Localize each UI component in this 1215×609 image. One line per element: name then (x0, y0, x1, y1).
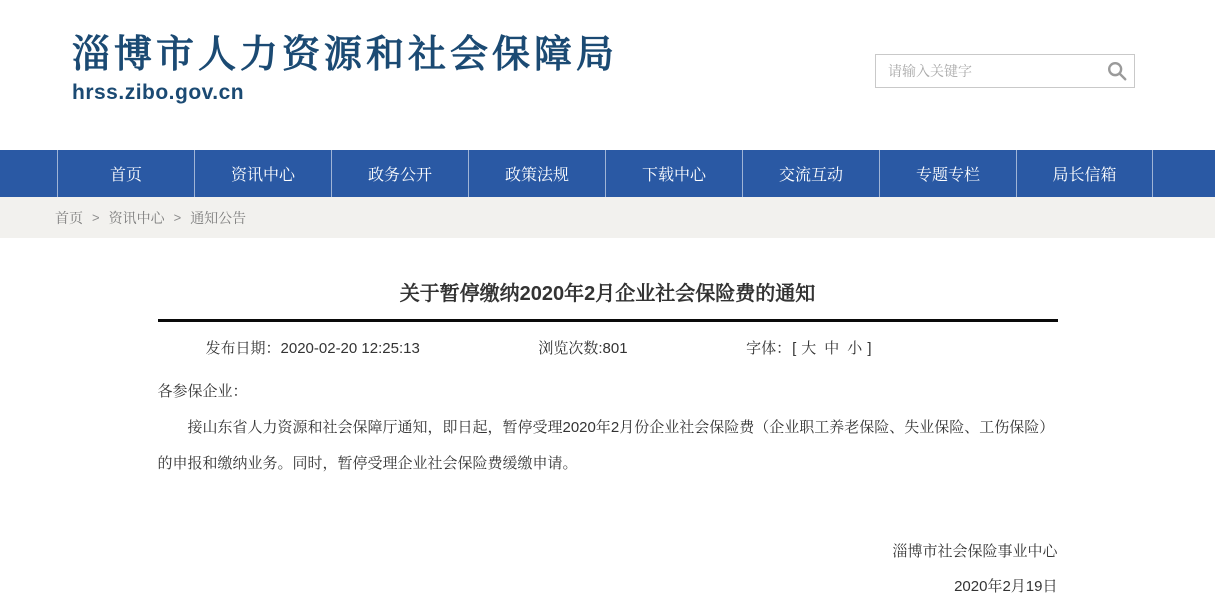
breadcrumb-notices[interactable]: 通知公告 (190, 209, 247, 226)
paragraph-line: 的申报和缴纳业务。同时，暂停受理企业社会保险费缓缴申请。 (157, 455, 578, 472)
font-size-label: 字体： (746, 340, 792, 357)
site-url: hrss.zibo.gov.cn (72, 81, 245, 104)
nav-item-special-topics[interactable]: 专题专栏 (879, 150, 1016, 197)
nav-item-director-mailbox[interactable]: 局长信箱 (1016, 150, 1153, 197)
search-icon (1106, 60, 1128, 82)
site-header (0, 0, 1215, 150)
font-size-control (746, 337, 872, 358)
search-box (875, 54, 1135, 88)
nav-item-policies[interactable]: 政策法规 (468, 150, 605, 197)
font-size-small-button[interactable]: 小 (847, 340, 863, 357)
publish-date-label: 发布日期： (205, 340, 281, 357)
view-count (538, 337, 627, 358)
nav-left-spacer (0, 150, 57, 197)
breadcrumb-separator: > (92, 210, 100, 225)
salutation: 各参保企业： (157, 383, 248, 400)
publish-date (206, 337, 420, 358)
signature-block (158, 534, 1058, 604)
font-size-medium-button[interactable]: 中 (824, 340, 840, 357)
font-size-large-button[interactable]: 大 (801, 340, 817, 357)
font-bracket-close: ] (867, 340, 872, 357)
signature-org: 淄博市社会保险事业中心 (892, 543, 1058, 560)
breadcrumb-news-center[interactable]: 资讯中心 (108, 209, 165, 226)
article (158, 238, 1058, 604)
article-meta (158, 322, 1058, 358)
site-brand (72, 34, 618, 105)
nav-item-news-center[interactable]: 资讯中心 (194, 150, 331, 197)
breadcrumb (0, 197, 1215, 238)
article-title: 关于暂停缴纳2020年2月企业社会保险费的通知 (399, 283, 816, 305)
nav-item-home[interactable]: 首页 (57, 150, 194, 197)
breadcrumb-home[interactable]: 首页 (55, 209, 83, 226)
main-nav (0, 150, 1215, 197)
nav-item-gov-affairs[interactable]: 政务公开 (331, 150, 468, 197)
site-title: 淄博市人力资源和社会保障局 (72, 34, 619, 76)
font-bracket-open: [ (792, 340, 797, 357)
publish-date-value: 2020-02-20 12:25:13 (280, 340, 420, 357)
view-count-label: 浏览次数: (538, 340, 603, 357)
paragraph-line: 接山东省人力资源和社会保障厅通知，即日起，暂停受理2020年2月份企业社会保险费（企业职工养老保险、失业保险、工伤保险） (187, 419, 1055, 436)
view-count-value: 801 (602, 340, 628, 357)
breadcrumb-separator: > (173, 210, 182, 225)
search-input[interactable] (876, 63, 1100, 79)
article-body (158, 374, 1058, 482)
signature-date: 2020年2月19日 (954, 578, 1058, 595)
nav-item-interaction[interactable]: 交流互动 (742, 150, 879, 197)
search-button[interactable] (1100, 55, 1134, 87)
nav-item-download-center[interactable]: 下载中心 (605, 150, 742, 197)
